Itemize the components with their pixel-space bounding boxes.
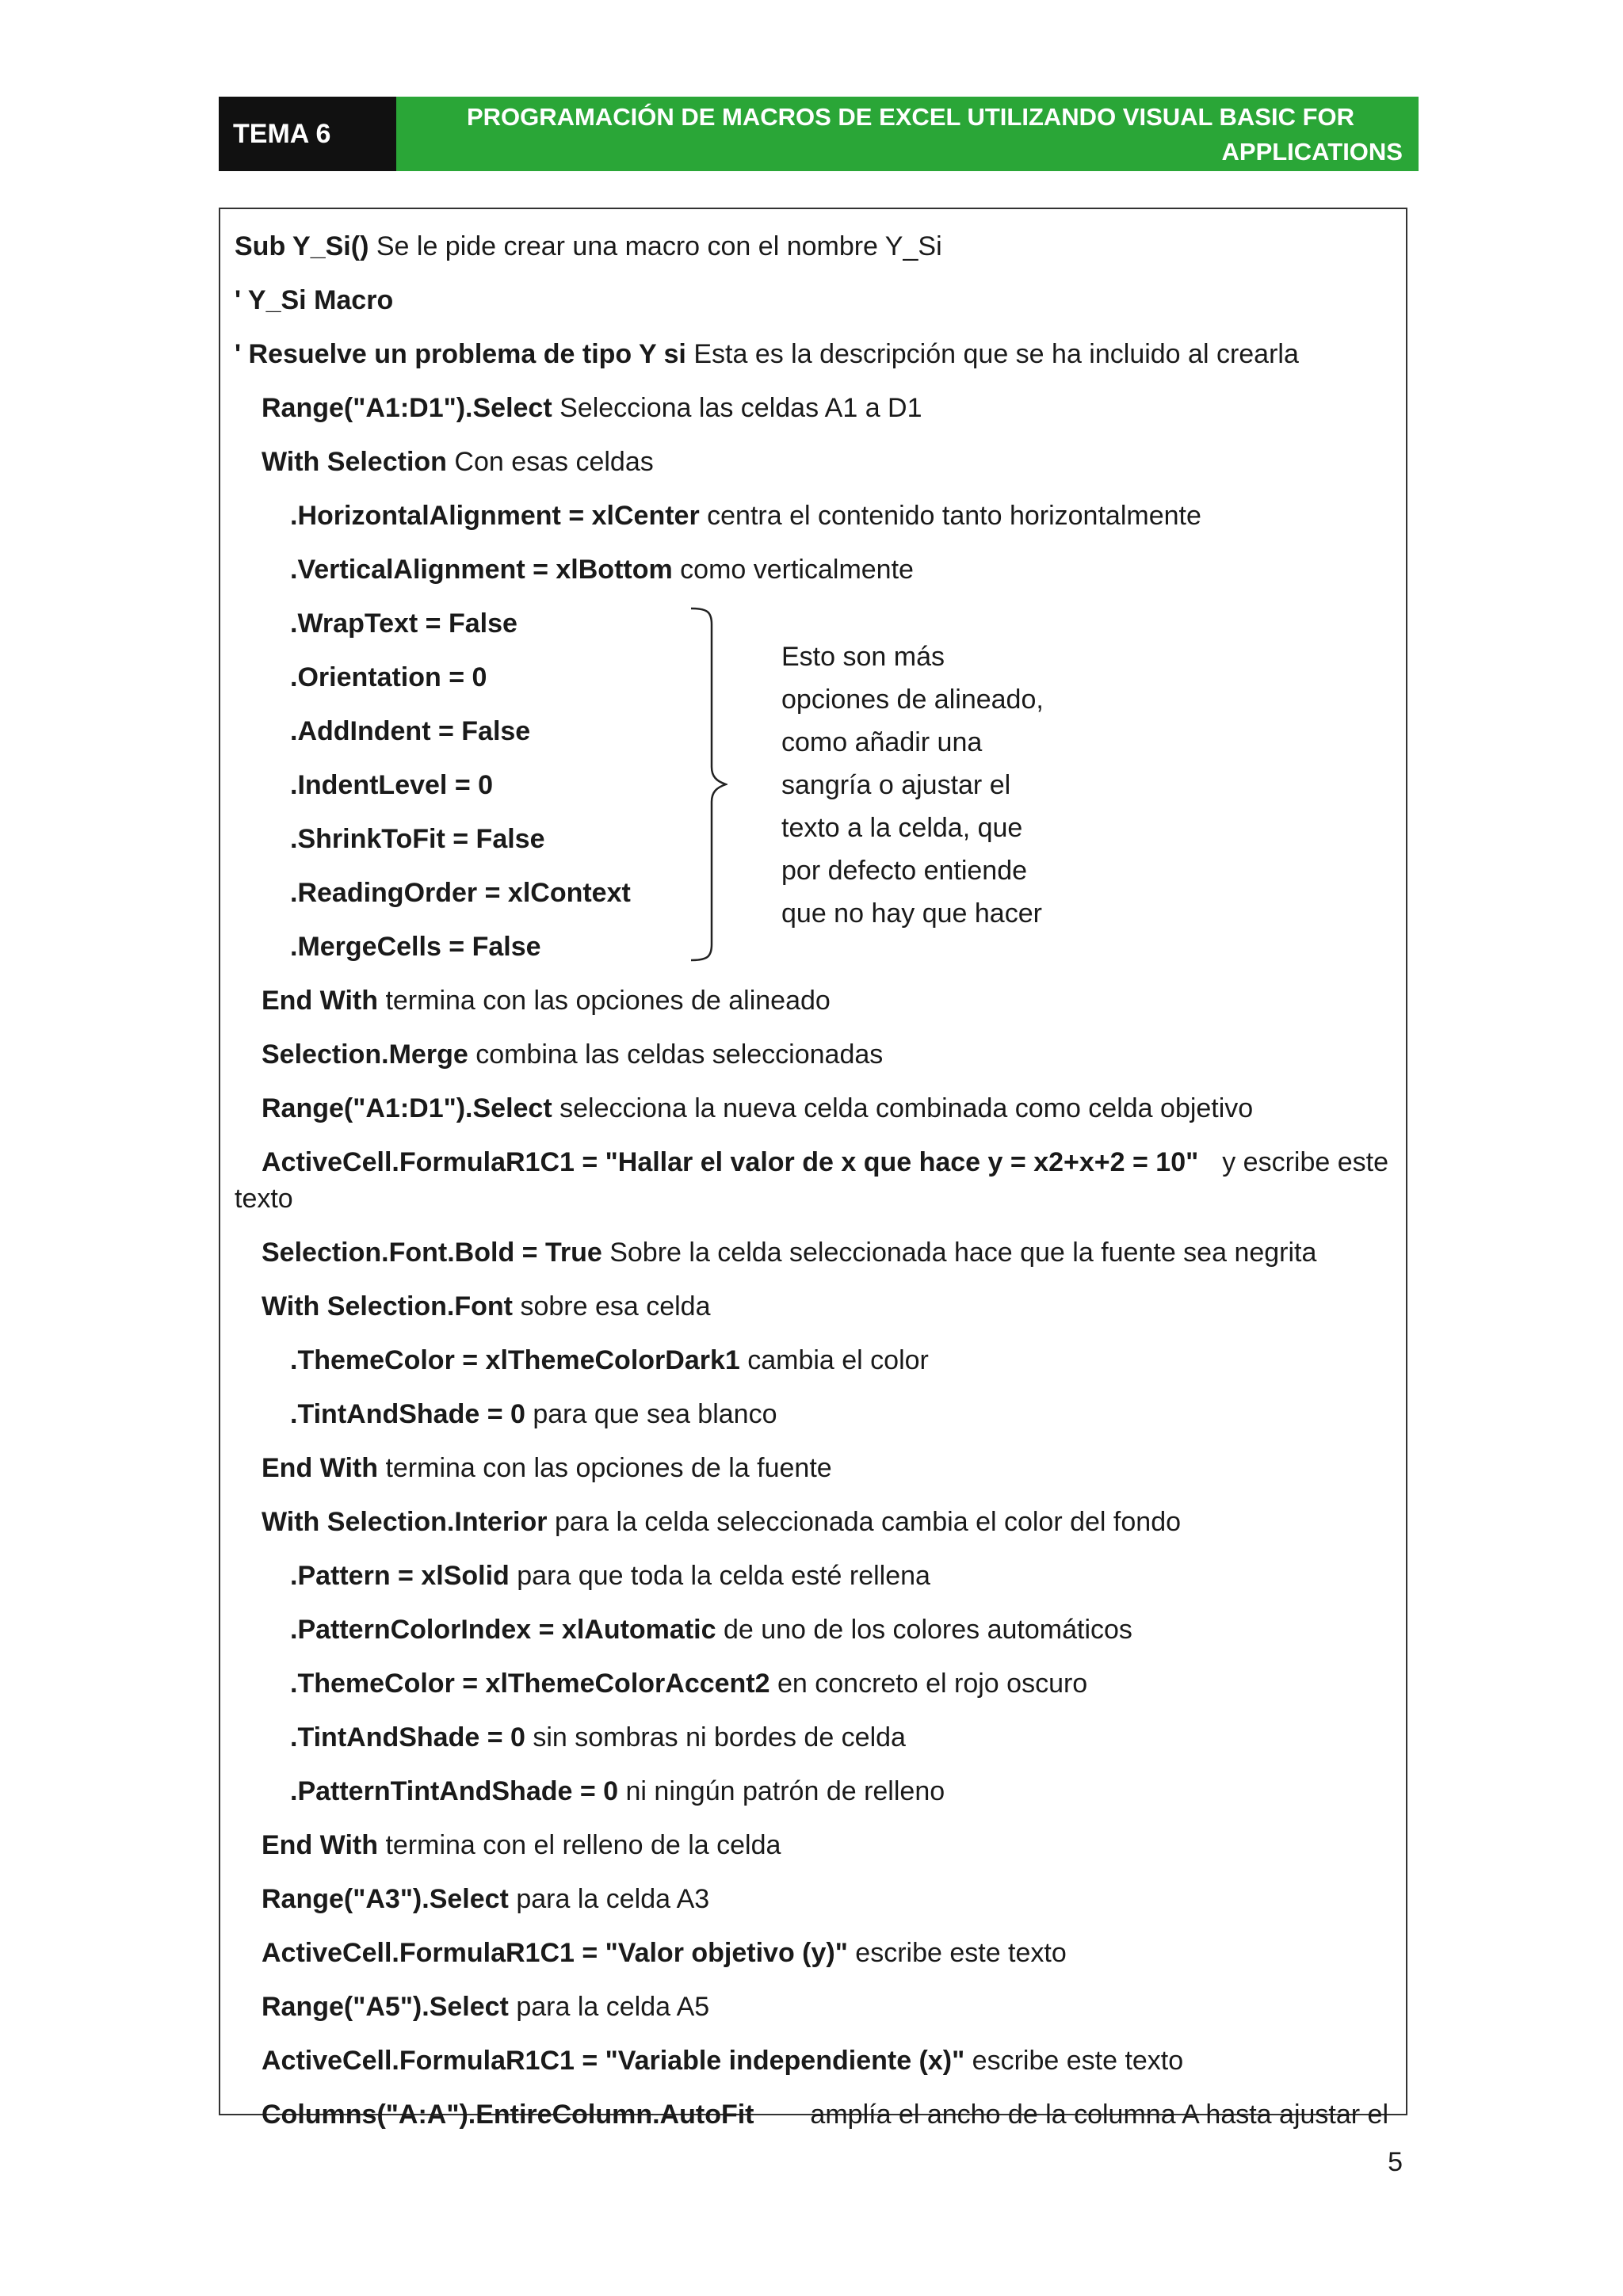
code-line: End With termina con las opciones de la fuente [262,1453,832,1483]
header-title-line-1: PROGRAMACIÓN DE MACROS DE EXCEL UTILIZANDO VISUAL BASIC FOR [466,103,1355,131]
code-line: .PatternColorIndex = xlAutomatic de uno de los colores automáticos [290,1615,1132,1645]
header-title-line-2: APPLICATIONS [1221,138,1403,166]
code-line: Range("A5").Select para la celda A5 [262,1992,710,2022]
right-brace-icon [688,607,727,962]
code-line: Selection.Font.Bold = True Sobre la celda seleccionada hace que la fuente sea negrita [262,1238,1317,1268]
code-line: With Selection.Interior para la celda seleccionada cambia el color del fondo [262,1507,1182,1537]
page-number: 5 [1388,2147,1403,2177]
code-line: .Pattern = xlSolid para que toda la celda esté rellena [290,1561,930,1591]
header-title [396,97,1419,171]
code-line: .Orientation = 0 [290,662,487,692]
code-line: texto [235,1184,293,1214]
code-line: .TintAndShade = 0 para que sea blanco [290,1399,777,1429]
alignment-options-note: Esto son más opciones de alineado, como añadir una sangría o ajustar el texto a la celda, que por defecto entiende que no hay que hacer [781,642,1044,929]
code-line: ActiveCell.FormulaR1C1 = "Hallar el valor de x que hace y = x2+x+2 = 10" y escribe este [262,1147,1388,1177]
code-line: .HorizontalAlignment = xlCenter centra el contenido tanto horizontalmente [290,501,1201,531]
code-line: .ThemeColor = xlThemeColorDark1 cambia el color [290,1345,929,1375]
code-line: Selection.Merge combina las celdas seleccionadas [262,1039,884,1070]
code-line: .ReadingOrder = xlContext [290,878,631,908]
code-line: ActiveCell.FormulaR1C1 = "Variable independiente (x)" escribe este texto [262,2046,1184,2076]
code-line: ActiveCell.FormulaR1C1 = "Valor objetivo (y)" escribe este texto [262,1938,1067,1968]
code-line: End With termina con el relleno de la celda [262,1830,781,1860]
code-line: Range("A3").Select para la celda A3 [262,1884,710,1914]
code-line: .IndentLevel = 0 [290,770,494,800]
code-line: .PatternTintAndShade = 0 ni ningún patrón de relleno [290,1776,945,1806]
code-line: .ThemeColor = xlThemeColorAccent2 en concreto el rojo oscuro [290,1669,1088,1699]
code-line: Range("A1:D1").Select Selecciona las celdas A1 a D1 [262,393,922,423]
code-line: .ShrinkToFit = False [290,824,545,854]
code-line: Range("A1:D1").Select selecciona la nueva celda combinada como celda objetivo [262,1093,1254,1123]
code-line: .AddIndent = False [290,716,531,746]
code-line: .TintAndShade = 0 sin sombras ni bordes de celda [290,1722,906,1753]
code-line: ' Resuelve un problema de tipo Y si Esta es la descripción que se ha incluido al crearla [235,339,1299,369]
code-line: With Selection Con esas celdas [262,447,654,477]
code-line: .VerticalAlignment = xlBottom como verticalmente [290,555,914,585]
code-explanation-box [219,208,1407,2130]
code-line: With Selection.Font sobre esa celda [262,1291,711,1322]
page-header [219,97,1419,171]
topic-label: TEMA 6 [219,97,396,171]
code-line: .MergeCells = False [290,932,541,962]
code-line: ' Y_Si Macro [235,285,394,315]
code-line: .WrapText = False [290,608,517,639]
code-line: Columns("A:A").EntireColumn.AutoFit amplía el ancho de la columna A hasta ajustar el [262,2100,1388,2130]
code-line: End With termina con las opciones de alineado [262,986,831,1016]
code-line: Sub Y_Si() Se le pide crear una macro con el nombre Y_Si [235,231,942,261]
